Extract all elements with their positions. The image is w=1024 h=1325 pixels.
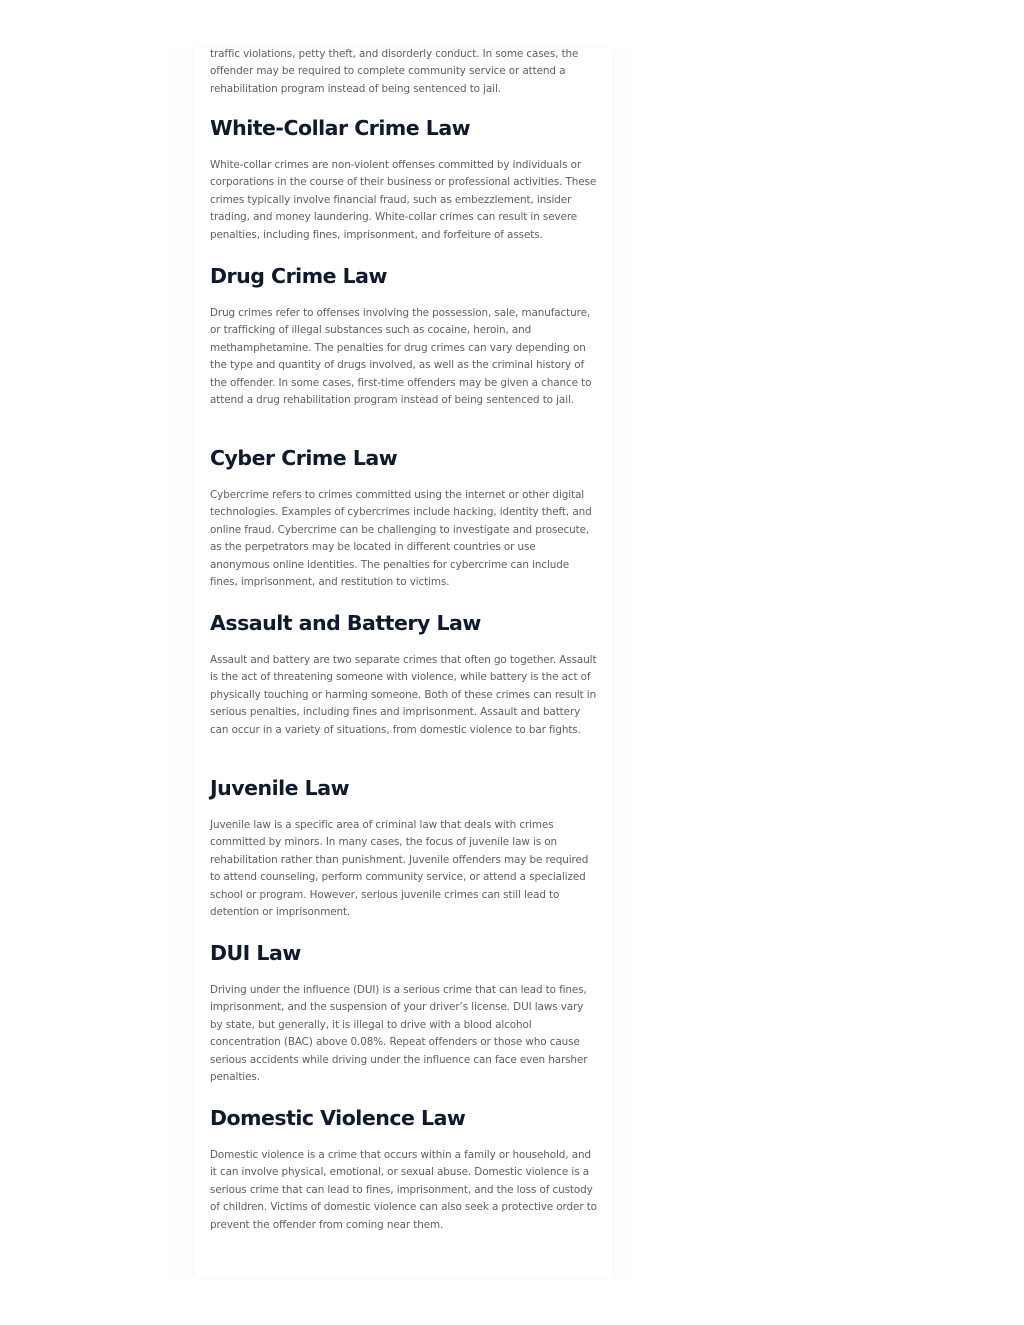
section-body: Driving under the influence (DUI) is a serious crime that can lead to fines, imprisonment, and the suspension of your driver’s license. DUI laws vary by state, but generally, it is illegal to drive with a blood alcohol concentration (BAC) above 0.08%. Repeat offenders or those who cause serious accidents while driving under the influence can face even harsher penalties. (210, 984, 588, 1084)
section-white-collar-crime (210, 114, 598, 244)
section-heading: Juvenile Law (210, 776, 350, 800)
section-heading: White-Collar Crime Law (210, 116, 471, 140)
section-heading: Drug Crime Law (210, 264, 387, 288)
section-juvenile (210, 774, 598, 921)
section-body: Cybercrime refers to crimes committed using the internet or other digital technologies. Examples of cybercrimes include hacking, identity theft, and online fraud. Cybercrime can be challenging to investigate and prosecute, as the perpetrators may be located in different countries or use anonymous online identities. The penalties for cybercrime can include fines, imprisonment, and restitution to victims. (210, 489, 592, 589)
section-body: Juvenile law is a specific area of criminal law that deals with crimes committed by minors. In many cases, the focus of juvenile law is on rehabilitation rather than punishment. Juvenile offenders may be required to attend counseling, perform community service, or attend a specialized school or program. However, serious juvenile crimes can still lead to detention or imprisonment. (210, 819, 589, 919)
section-assault-and-battery (210, 609, 598, 739)
intro-paragraph: traffic violations, petty theft, and disorderly conduct. In some cases, the offender may be required to complete community service or attend a rehabilitation program instead of being sentenced to jail. (210, 48, 579, 95)
section-cyber-crime (210, 444, 598, 591)
section-heading: Cyber Crime Law (210, 446, 398, 470)
section-domestic-violence (210, 1104, 598, 1234)
section-heading: DUI Law (210, 941, 301, 965)
section-drug-crime (210, 262, 598, 409)
section-body: Assault and battery are two separate crimes that often go together. Assault is the act of threatening someone with violence, while battery is the act of physically touching or harming someone. Both of these crimes can result in serious penalties, including fines and imprisonment. Assault and battery can occur in a variety of situations, from domestic violence to bar fights. (210, 654, 597, 736)
section-heading: Assault and Battery Law (210, 611, 481, 635)
section-heading: Domestic Violence Law (210, 1106, 466, 1130)
section-dui (210, 939, 598, 1086)
section-body: Drug crimes refer to offenses involving the possession, sale, manufacture, or trafficking of illegal substances such as cocaine, heroin, and methamphetamine. The penalties for drug crimes can vary depending on the type and quantity of drugs involved, as well as the criminal history of the offender. In some cases, first-time offenders may be given a chance to attend a drug rehabilitation program instead of being sentenced to jail. (210, 307, 592, 407)
section-body: Domestic violence is a crime that occurs within a family or household, and it can involve physical, emotional, or sexual abuse. Domestic violence is a serious crime that can lead to fines, imprisonment, and the loss of custody of children. Victims of domestic violence can also seek a protective order to prevent the offender from coming near them. (210, 1149, 597, 1231)
section-body: White-collar crimes are non-violent offenses committed by individuals or corporations in the course of their business or professional activities. These crimes typically involve financial fraud, such as embezzlement, insider trading, and money laundering. White-collar crimes can result in severe penalties, including fines, imprisonment, and forfeiture of assets. (210, 159, 597, 241)
